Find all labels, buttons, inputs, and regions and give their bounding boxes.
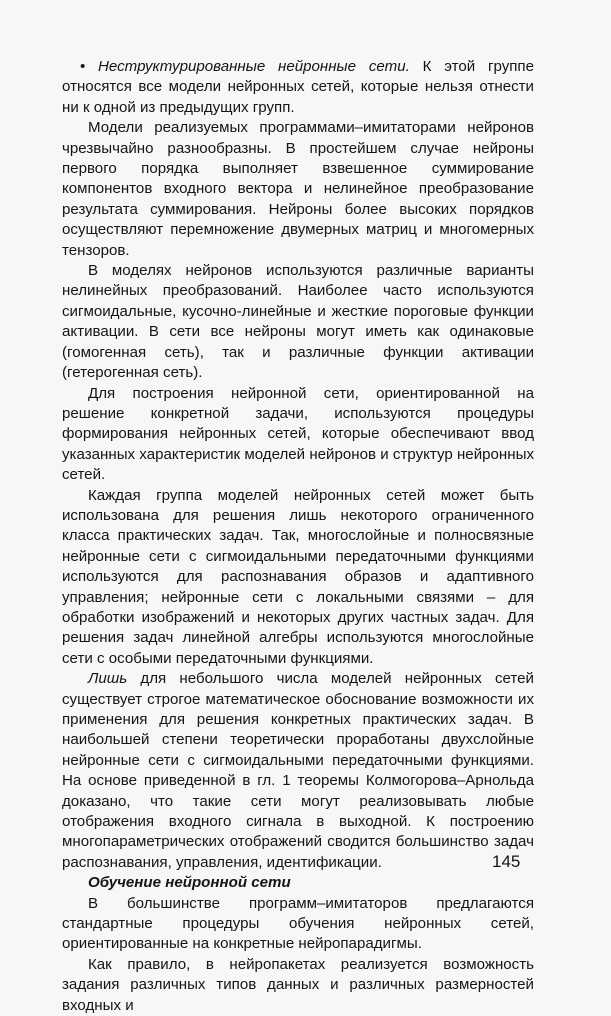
paragraph: Для построения нейронной сети, ориентированной на решение конкретной задачи, используются процедуры формирования нейронных сетей, которые обеспечивают ввод указанных характеристик моделей нейронов и структур нейронных сетей. [62,384,534,484]
paragraph: В моделях нейронов используются различные варианты нелинейных преобразований. Наиболее часто используются сигмоидальные, кусочно-линейные и жесткие пороговые функции активации. В сети все нейроны могут иметь как одинаковые (гомогенная сеть), так и различные функции активации (гетерогенная сеть). [62,262,534,382]
paragraph: Модели реализуемых программами–имитаторами нейронов чрезвычайно разнообразны. В простейшем случае нейроны первого порядка выполняет взвешенное суммирование компонентов входного вектора и нелинейное преобразование результата суммирования. Нейроны более высоких порядков осуществляют перемножение двумерных матриц и многомерных тензоров. [62,119,534,259]
bullet-term: Неструктурированные нейронные сети. [98,58,410,75]
bullet-marker: • [80,58,86,75]
page-number: 145 [492,852,521,871]
paragraph-lead: Лишь [88,670,128,688]
paragraph: Как правило, в нейропакетах реализуется возможность задания различных типов данных и различных размерностей входных и [62,955,534,1014]
paragraph-rest: для небольшого числа моделей нейронных сетей существует строгое математическое обоснование возможности их применения для решения конкретных практических задач. В наибольшей степени теоретически проработаны двухслойные нейронные сети с сигмоидальными передаточными функциями. На основе приведенной в гл. 1 теоремы Колмогорова–Арнольда доказано, что такие сети могут реализовывать любые отображения входного сигнала в выходной. К построению многопараметрических отображений сводится большинство задач распознавания, управления, идентификации. [62,670,534,871]
body-text [62,57,534,1016]
paragraph: Каждая группа моделей нейронных сетей может быть использована для решения лишь некоторого ограниченного класса практических задач. Так, многослойные и полносвязные нейронные сети с сигмоидальными передаточными функциями используются для распознавания образов и адаптивного управления; нейронные сети с локальными связями – для обработки изображений и некоторых других частных задач. Для решения задач линейной алгебры используются многослойные сети с особыми передаточными функциями. [62,486,534,667]
paragraph [62,669,534,873]
bullet-paragraph [62,57,534,118]
bullet-text: К этой группе относятся все модели нейронных сетей, которые нельзя отнести ни к одной из предыдущих групп. [62,58,534,116]
section-heading: Обучение нейронной сети [88,874,291,892]
paragraph: В большинстве программ–имитаторов предлагаются стандартные процедуры обучения нейронных сетей, ориентированные на конкретные нейропарадигмы. [62,894,534,953]
